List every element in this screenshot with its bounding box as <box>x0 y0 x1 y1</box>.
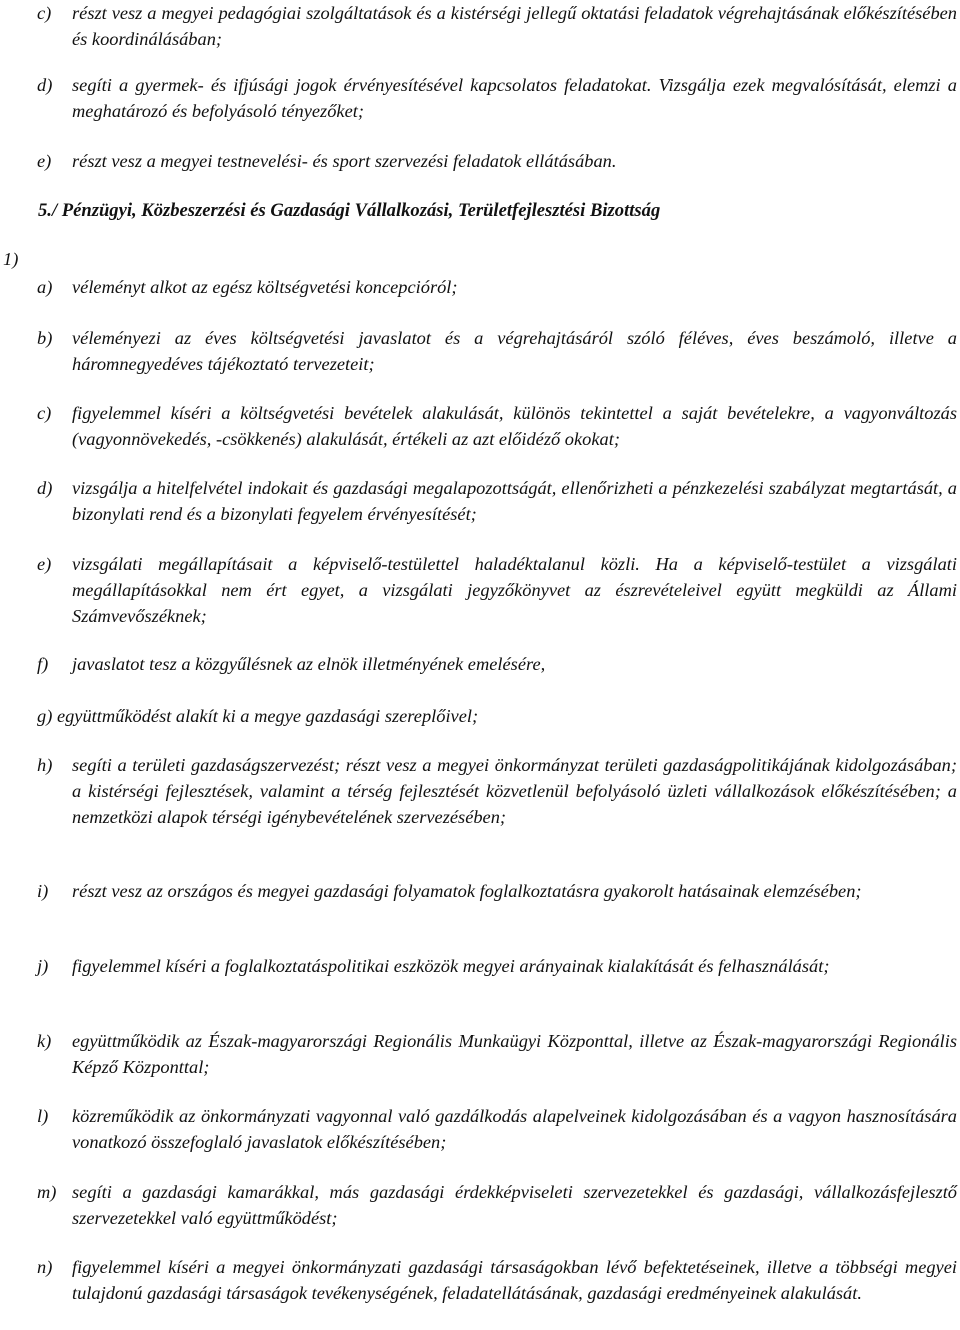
list-item-text: részt vesz a megyei testnevelési- és sport szervezési feladatok ellátásában. <box>72 151 617 171</box>
list-item <box>37 148 957 174</box>
list-item-label: m) <box>37 1182 57 1202</box>
list-item-text: részt vesz a megyei pedagógiai szolgáltatások és a kistérségi jellegű oktatási feladatok végrehajtásának előkészítésében és koordinálásában; <box>72 3 957 49</box>
list-item <box>37 752 957 830</box>
list-item <box>37 1103 957 1155</box>
list-item-label: a) <box>37 277 53 297</box>
list-item <box>37 0 957 52</box>
list-item-text: együttműködik az Észak-magyarországi Regionális Munkaügyi Központtal, illetve az Észak-magyarországi Regionális Képző Központtal; <box>72 1031 957 1077</box>
list-item-text: vizsgálja a hitelfelvétel indokait és gazdasági megalapozottságát, ellenőrizheti a pénzkezelési szabályzat megtartását, a bizonylati rend és a bizonylati fegyelem érvényesítését; <box>72 478 957 524</box>
list-item <box>37 953 957 979</box>
list-item <box>37 325 957 377</box>
list-item-text: segíti a gazdasági kamarákkal, más gazdasági érdekképviseleti szervezetekkel és gazdasági, vállalkozásfejlesztő szervezetekkel való együttműködést; <box>72 1182 957 1228</box>
list-item <box>37 72 957 124</box>
list-item-label: c) <box>37 3 52 23</box>
list-item-label: g) <box>37 706 53 726</box>
list-item-text: véleményt alkot az egész költségvetési koncepcióról; <box>72 277 458 297</box>
list-item <box>37 551 957 629</box>
list-item-text: javaslatot tesz a közgyűlésnek az elnök illetményének emelésére, <box>72 654 546 674</box>
list-item-label: j) <box>37 956 49 976</box>
list-item-text: vizsgálati megállapításait a képviselő-testülettel haladéktalanul közli. Ha a képviselő-testület a vizsgálati megállapításokkal nem ért egyet, a vizsgálati jegyzőkönyvet az észrevételeivel együtt megküldi az Állami Számvevőszéknek; <box>72 554 957 626</box>
list-item-text: figyelemmel kíséri a foglalkoztatáspolitikai eszközök megyei arányainak kialakítását és felhasználását; <box>72 956 830 976</box>
list-item-label: b) <box>37 328 53 348</box>
list-item-label: c) <box>37 403 52 423</box>
list-item <box>37 400 957 452</box>
list-item-label: e) <box>37 151 52 171</box>
list-item-text: figyelemmel kíséri a költségvetési bevételek alakulását, különös tekintettel a saját bevételekre, a vagyonváltozás (vagyonnövekedés, -csökkenés) alakulását, értékeli az azt előidéző okokat; <box>72 403 957 449</box>
list-item <box>37 703 478 729</box>
list-item <box>37 651 957 677</box>
list-item-text: véleményezi az éves költségvetési javaslatot és a végrehajtásáról szóló féléves, éves beszámoló, illetve a háromnegyedéves tájékoztató tervezeteit; <box>72 328 957 374</box>
list-item-text: részt vesz az országos és megyei gazdasági folyamatok foglalkoztatásra gyakorolt hatásainak elemzésében; <box>72 881 862 901</box>
list-item-label: i) <box>37 881 49 901</box>
list-item <box>37 1179 957 1231</box>
list-item <box>37 1028 957 1080</box>
list-item <box>37 274 957 300</box>
list-item-text: segíti a területi gazdaságszervezést; részt vesz a megyei önkormányzat területi gazdaságpolitikájának kidolgozásában; a kistérségi fejlesztések, valamint a térség fejlesztését közvetlenül befolyásoló üzleti vállalkozások előkészítésében; a nemzetközi alapok térségi igénybevételének szervezésében; <box>72 755 957 827</box>
list-item-label: n) <box>37 1257 53 1277</box>
list-item-text: együttműködést alakít ki a megye gazdasági szereplőivel; <box>56 706 479 726</box>
list-item-text: figyelemmel kíséri a megyei önkormányzati gazdasági társaságokban lévő befektetéseinek, illetve a többségi megyei tulajdonú gazdasági társaságok tevékenységének, feladatellátásának, gazdasági eredményeinek alakulását. <box>72 1257 957 1303</box>
list-item-label: k) <box>37 1031 52 1051</box>
list-item-label: d) <box>37 75 53 95</box>
list-item-text: közreműködik az önkormányzati vagyonnal való gazdálkodás alapelveinek kidolgozásában és a vagyon hasznosítására vonatkozó összefoglaló javaslatok előkészítésében; <box>72 1106 957 1152</box>
section-heading: 5./ Pénzügyi, Közbeszerzési és Gazdasági Vállalkozási, Területfejlesztési Bizottság <box>38 200 661 221</box>
list-item <box>37 878 957 904</box>
list-item-label: h) <box>37 755 53 775</box>
paragraph-number: 1) <box>3 249 19 269</box>
list-item <box>37 1254 957 1306</box>
list-item-label: e) <box>37 554 52 574</box>
list-item-label: l) <box>37 1106 49 1126</box>
list-item-label: f) <box>37 654 49 674</box>
list-item-label: d) <box>37 478 53 498</box>
list-item <box>37 475 957 527</box>
list-item-text: segíti a gyermek- és ifjúsági jogok érvényesítésével kapcsolatos feladatokat. Vizsgálja ezek megvalósítását, elemzi a meghatározó és befolyásoló tényezőket; <box>72 75 957 121</box>
